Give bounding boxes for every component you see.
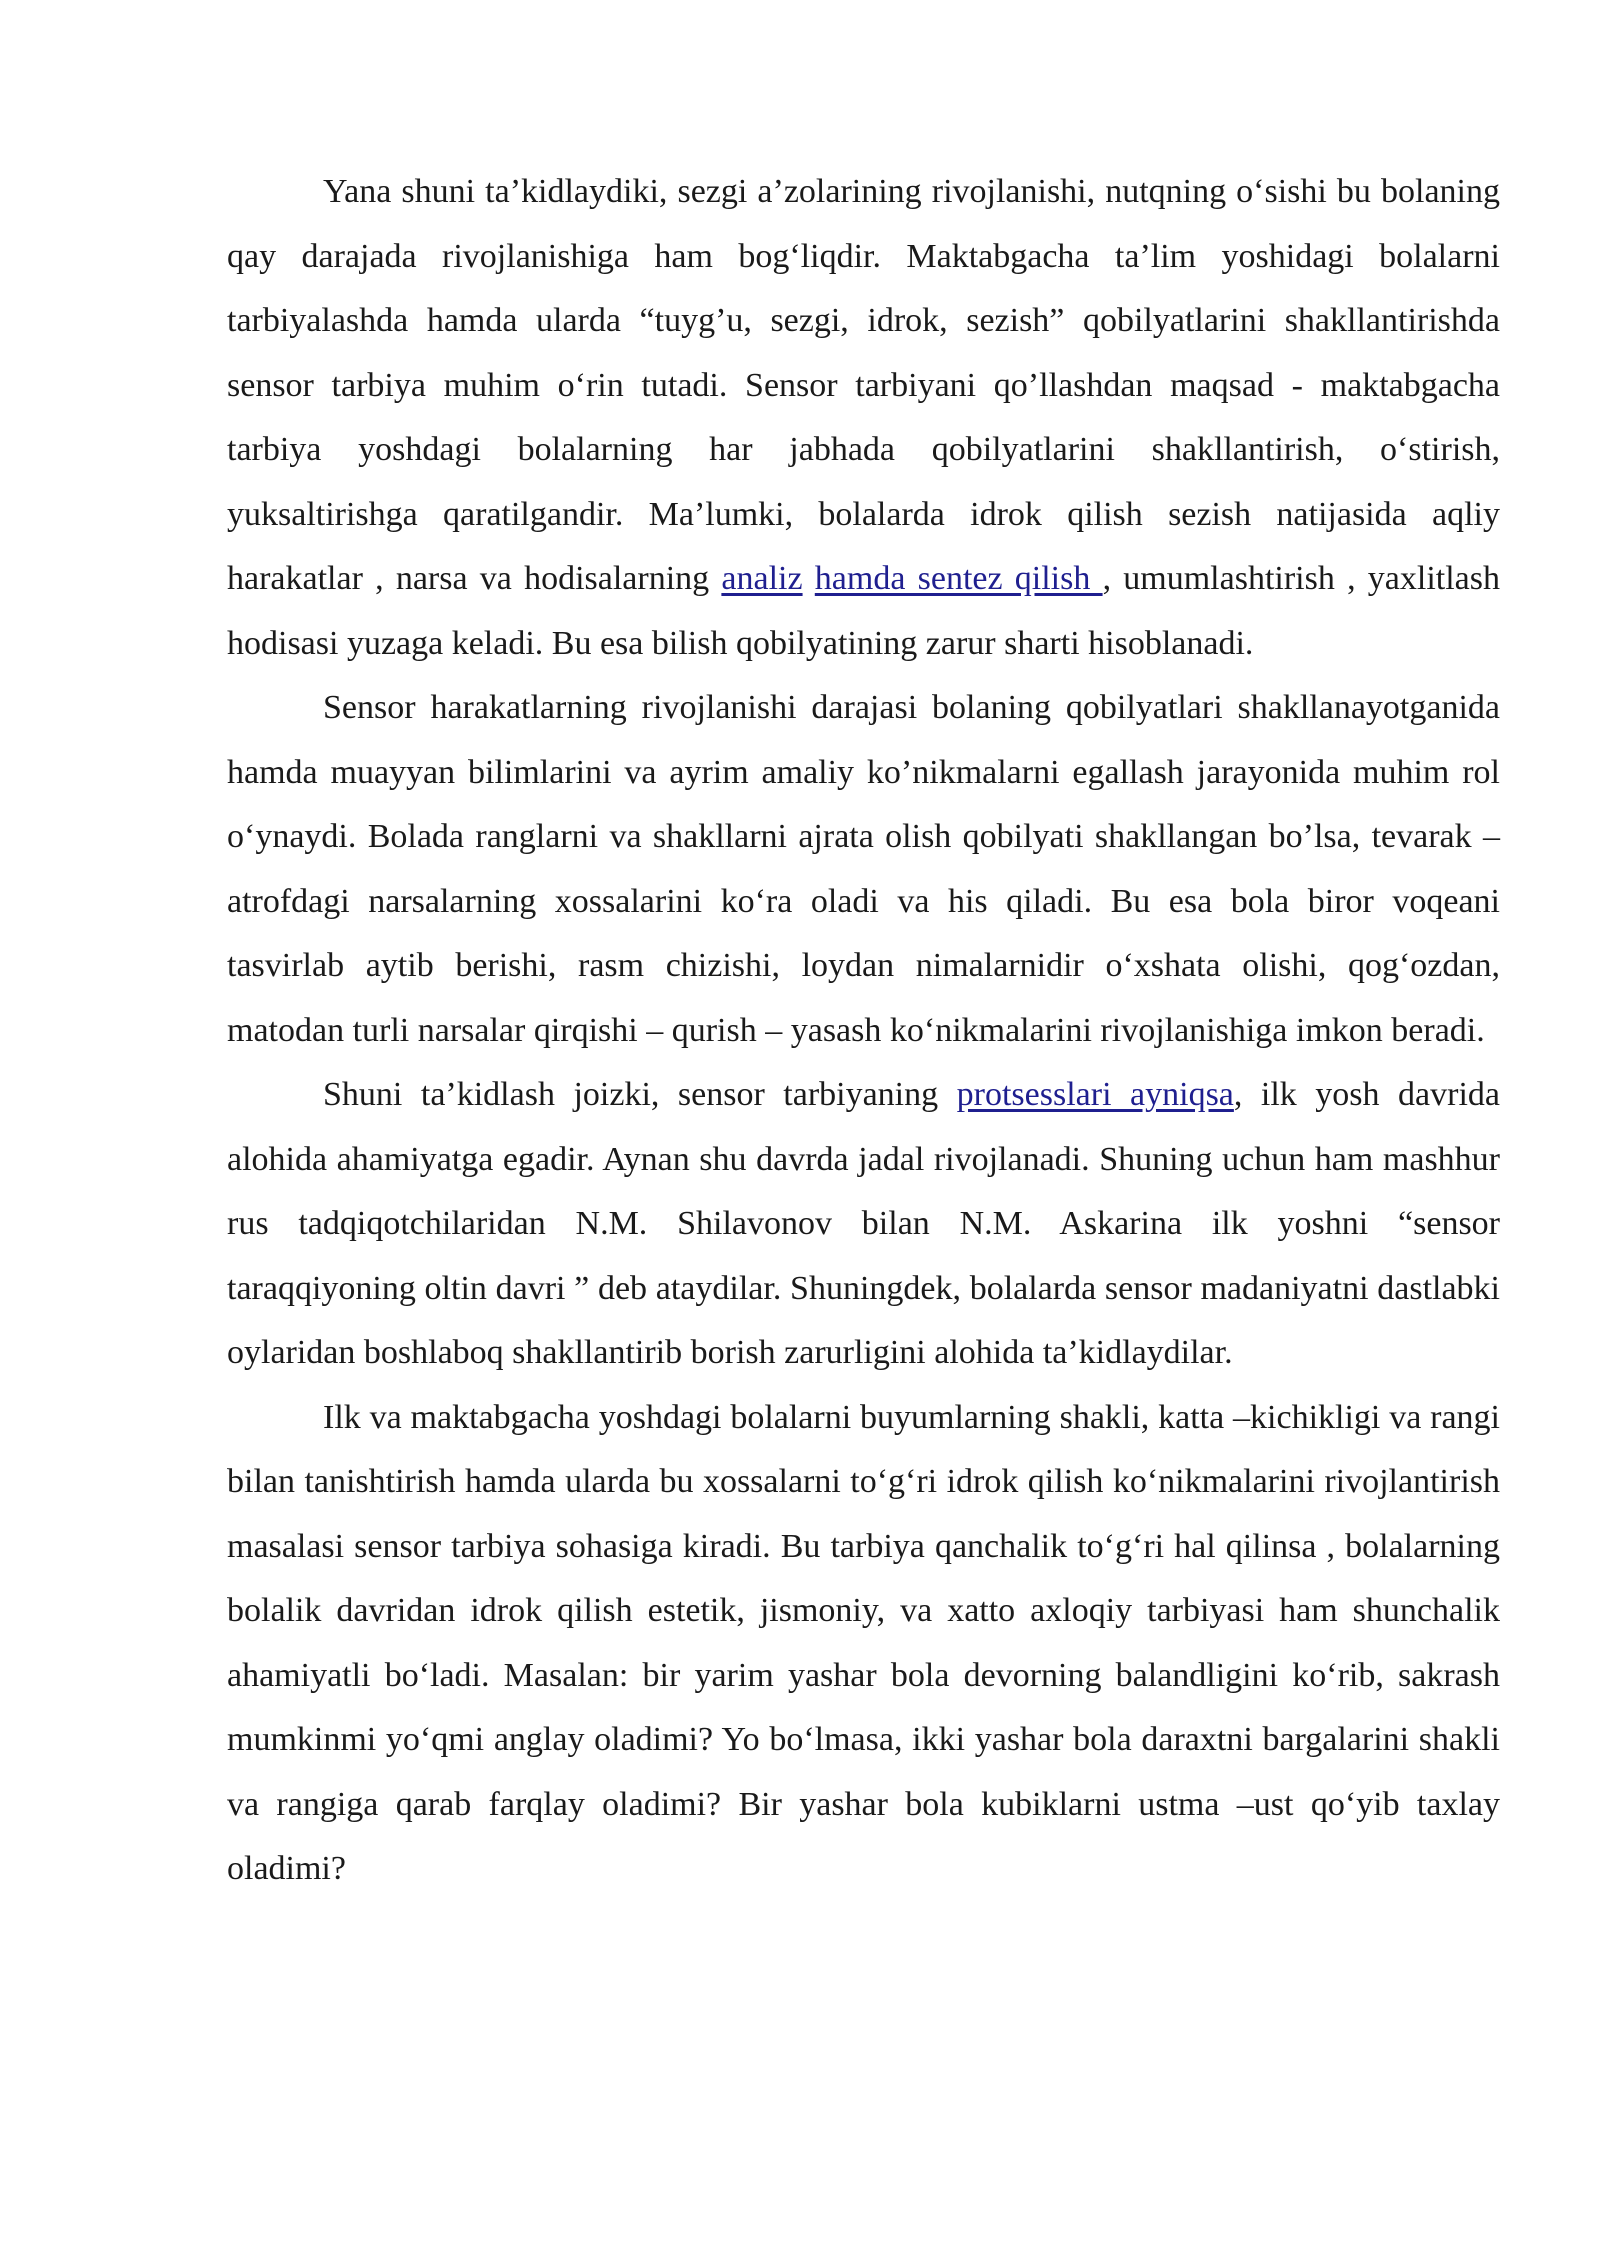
paragraph-text: Sensor harakatlarning rivojlanishi darajasi bolaning qobilyatlari shakllanayotganida hamda muayyan bilimlarini va ayrim amaliy ko’nikmalarni egallash jarayonida muhim rol o‘ynaydi. Bolada ranglarni va shakllarni ajrata olish qobilyati shakllangan bo’lsa, tevarak –atrofdagi narsalarning xossalarini ko‘ra oladi va his qiladi. Bu esa bola biror voqeani tasvirlab aytib berishi, rasm chizishi, loydan nimalarnidir o‘xshata olishi, qog‘ozdan, matodan turli narsalar qirqishi – qurish – yasash ko‘nikmalarini rivojlanishiga imkon beradi.	[227, 689, 1500, 1049]
paragraph-text: Shuni ta’kidlash joizki, sensor tarbiyaning	[323, 1076, 957, 1113]
link-hamda-sentez-qilish[interactable]: hamda sentez qilish	[814, 560, 1103, 597]
paragraph-text: Ilk va maktabgacha yoshdagi bolalarni buyumlarning shakli, katta –kichikligi va rangi bilan tanishtirish hamda ularda bu xossalarni to‘g‘ri idrok qilish ko‘nikmalarini rivojlantirish masalasi sensor tarbiya sohasiga kiradi. Bu tarbiya qanchalik to‘g‘ri hal qilinsa , bolalarning bolalik davridan idrok qilish estetik, jismoniy, va xatto axloqiy tarbiyasi ham shunchalik ahamiyatli bo‘ladi. Masalan: bir yarim yashar bola devorning balandligini ko‘rib, sakrash mumkinmi yo‘qmi anglay oladimi? Yo bo‘lmasa, ikki yashar bola daraxtni bargalarini shakli va rangiga qarab farqlay oladimi? Bir yashar bola kubiklarni ustma –ust qo‘yib taxlay oladimi?	[227, 1398, 1500, 1887]
paragraph-text: , umumlashtirish , yaxlitlash hodisasi yuzaga keladi. Bu esa bilish qobilyatining zarur sharti hisoblanadi.	[227, 560, 1500, 662]
paragraph-text: Yana shuni ta’kidlaydiki, sezgi a’zolarining rivojlanishi, nutqning o‘sishi bu bolaning qay darajada rivojlanishiga ham bog‘liqdir. Maktabgacha ta’lim yoshidagi bolalarni tarbiyalashda hamda ularda “tuyg’u, sezgi, idrok, sezish” qobilyatlarini shakllantirishda sensor tarbiya muhim o‘rin tutadi. Sensor tarbiyani qo’llashdan maqsad - maktabgacha tarbiya yoshdagi bolalarning har jabhada qobilyatlarini shakllantirish, o‘stirish, yuksaltirishga qaratilgandir. Ma’lumki, bolalarda idrok qilish sezish natijasida aqliy harakatlar , narsa va hodisalarning	[227, 173, 1500, 597]
paragraph-text	[803, 560, 815, 597]
paragraph-4	[227, 1386, 1500, 1902]
document-page	[227, 160, 1500, 1902]
paragraph-3	[227, 1063, 1500, 1386]
paragraph-text: , ilk yosh davrida alohida ahamiyatga egadir. Aynan shu davrda jadal rivojlanadi. Shuning uchun ham mashhur rus tadqiqotchilaridan N.M. Shilavonov bilan N.M. Askarina ilk yoshni “sensor taraqqiyoning oltin davri ” deb ataydilar. Shuningdek, bolalarda sensor madaniyatni dastlabki oylaridan boshlaboq shakllantirib borish zarurligini alohida ta’kidlaydilar.	[227, 1076, 1501, 1371]
link-protsesslari-ayniqsa[interactable]: protsesslari ayniqsa	[956, 1076, 1234, 1113]
paragraph-1	[227, 160, 1500, 676]
link-analiz[interactable]: analiz	[721, 560, 803, 597]
paragraph-2	[227, 676, 1500, 1063]
